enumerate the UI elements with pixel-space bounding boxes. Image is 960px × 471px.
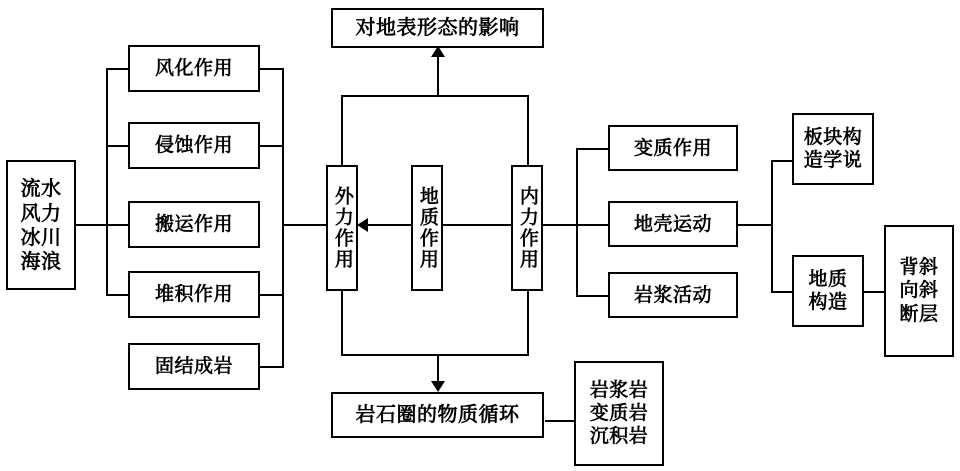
node-structure-types-line-1: 向斜 (899, 279, 939, 302)
node-sources-line-2: 冰川 (20, 225, 62, 249)
connector-bus-to-transport (106, 224, 129, 226)
connector-bus-to-weathering (106, 68, 129, 70)
node-deposition[interactable] (128, 271, 260, 318)
connector-cycle-to-rocktypes (545, 420, 575, 422)
connector-bus3-vertical (576, 148, 578, 296)
connector-top-rail (341, 95, 528, 97)
connector-bus4-vertical (771, 160, 773, 292)
connector-bus2-to-external (282, 224, 326, 226)
node-surface-impact-label: 对地表形态的影响 (355, 15, 520, 40)
connector-internal-bottom-down (527, 290, 529, 356)
node-structure-types-line-0: 背斜 (899, 256, 939, 279)
connector-internal-to-bus3 (543, 224, 577, 226)
connector-external-bottom-down (341, 290, 343, 356)
arrowhead-to-rock-cycle (431, 381, 445, 392)
node-geological-process[interactable] (411, 165, 443, 291)
connector-bus-to-deposition (106, 294, 129, 296)
connector-lithification-to-bus2 (259, 366, 283, 368)
connector-bus4-to-structure (771, 291, 793, 293)
node-sources-line-1: 风力 (20, 200, 62, 225)
connector-external-top-up (341, 95, 343, 165)
node-external-force-label: 外力作用 (331, 186, 354, 270)
node-rock-cycle-label: 岩石圈的物质循环 (355, 402, 520, 427)
node-sources-line-3: 海浪 (20, 249, 62, 274)
connector-bus-vertical-right (282, 68, 284, 368)
connector-internal-top-up (527, 95, 529, 165)
connector-sources-to-bus (75, 224, 107, 226)
node-geological-structure[interactable] (792, 255, 864, 327)
node-lithification-label: 固结成岩 (154, 355, 233, 378)
node-geological-process-label: 地质作用 (416, 186, 439, 270)
node-erosion[interactable] (128, 122, 260, 169)
node-magmatism-label: 岩浆活动 (633, 283, 712, 306)
node-deposition-label: 堆积作用 (154, 283, 233, 306)
connector-weathering-to-bus2 (259, 68, 283, 70)
connector-bus-vertical-left (106, 69, 108, 295)
node-sources-line-0: 流水 (20, 176, 62, 201)
node-magmatism[interactable] (608, 272, 738, 318)
node-rock-types-line-1: 变质岩 (589, 401, 649, 424)
node-structure-types-line-2: 断层 (899, 302, 939, 325)
node-erosion-label: 侵蚀作用 (154, 134, 233, 157)
connector-crust-to-bus4 (738, 224, 772, 226)
connector-structure-to-types (863, 291, 885, 293)
node-geological-structure-line-1: 构造 (808, 291, 848, 313)
connector-erosion-to-bus2 (259, 145, 283, 147)
arrowhead-internal-to-external (357, 218, 368, 232)
node-rock-types-line-2: 沉积岩 (589, 425, 649, 448)
node-rock-cycle[interactable] (331, 392, 544, 438)
node-internal-force-label: 内力作用 (516, 186, 539, 270)
node-surface-impact[interactable] (331, 8, 544, 48)
node-internal-force[interactable] (511, 165, 543, 291)
connector-bus3-to-metamorphism (576, 148, 609, 150)
connector-bottom-rail (341, 354, 528, 356)
node-rock-types[interactable] (574, 361, 664, 466)
node-weathering[interactable] (128, 45, 260, 92)
node-plate-tectonics[interactable] (792, 113, 874, 185)
connector-bus3-to-magma (576, 295, 609, 297)
node-plate-tectonics-line-0: 板块构 (803, 125, 863, 148)
connector-bus3-to-crust (576, 224, 609, 226)
node-crust-movement-label: 地壳运动 (633, 212, 712, 235)
connector-bus-to-erosion (106, 145, 129, 147)
connector-deposition-to-bus2 (259, 294, 283, 296)
node-rock-types-line-0: 岩浆岩 (589, 378, 649, 401)
node-lithification[interactable] (128, 343, 260, 390)
node-plate-tectonics-line-1: 造学说 (803, 149, 863, 171)
node-structure-types[interactable] (884, 225, 954, 357)
node-external-force[interactable] (326, 165, 358, 291)
connector-bus4-to-plate (771, 160, 793, 162)
node-geological-structure-line-0: 地质 (808, 267, 848, 290)
node-sources[interactable] (6, 160, 76, 290)
node-crust-movement[interactable] (608, 201, 738, 247)
node-metamorphism-label: 变质作用 (633, 136, 712, 159)
node-transport[interactable] (128, 201, 260, 248)
node-metamorphism[interactable] (608, 125, 738, 171)
node-weathering-label: 风化作用 (154, 57, 233, 80)
node-transport-label: 搬运作用 (154, 213, 233, 236)
